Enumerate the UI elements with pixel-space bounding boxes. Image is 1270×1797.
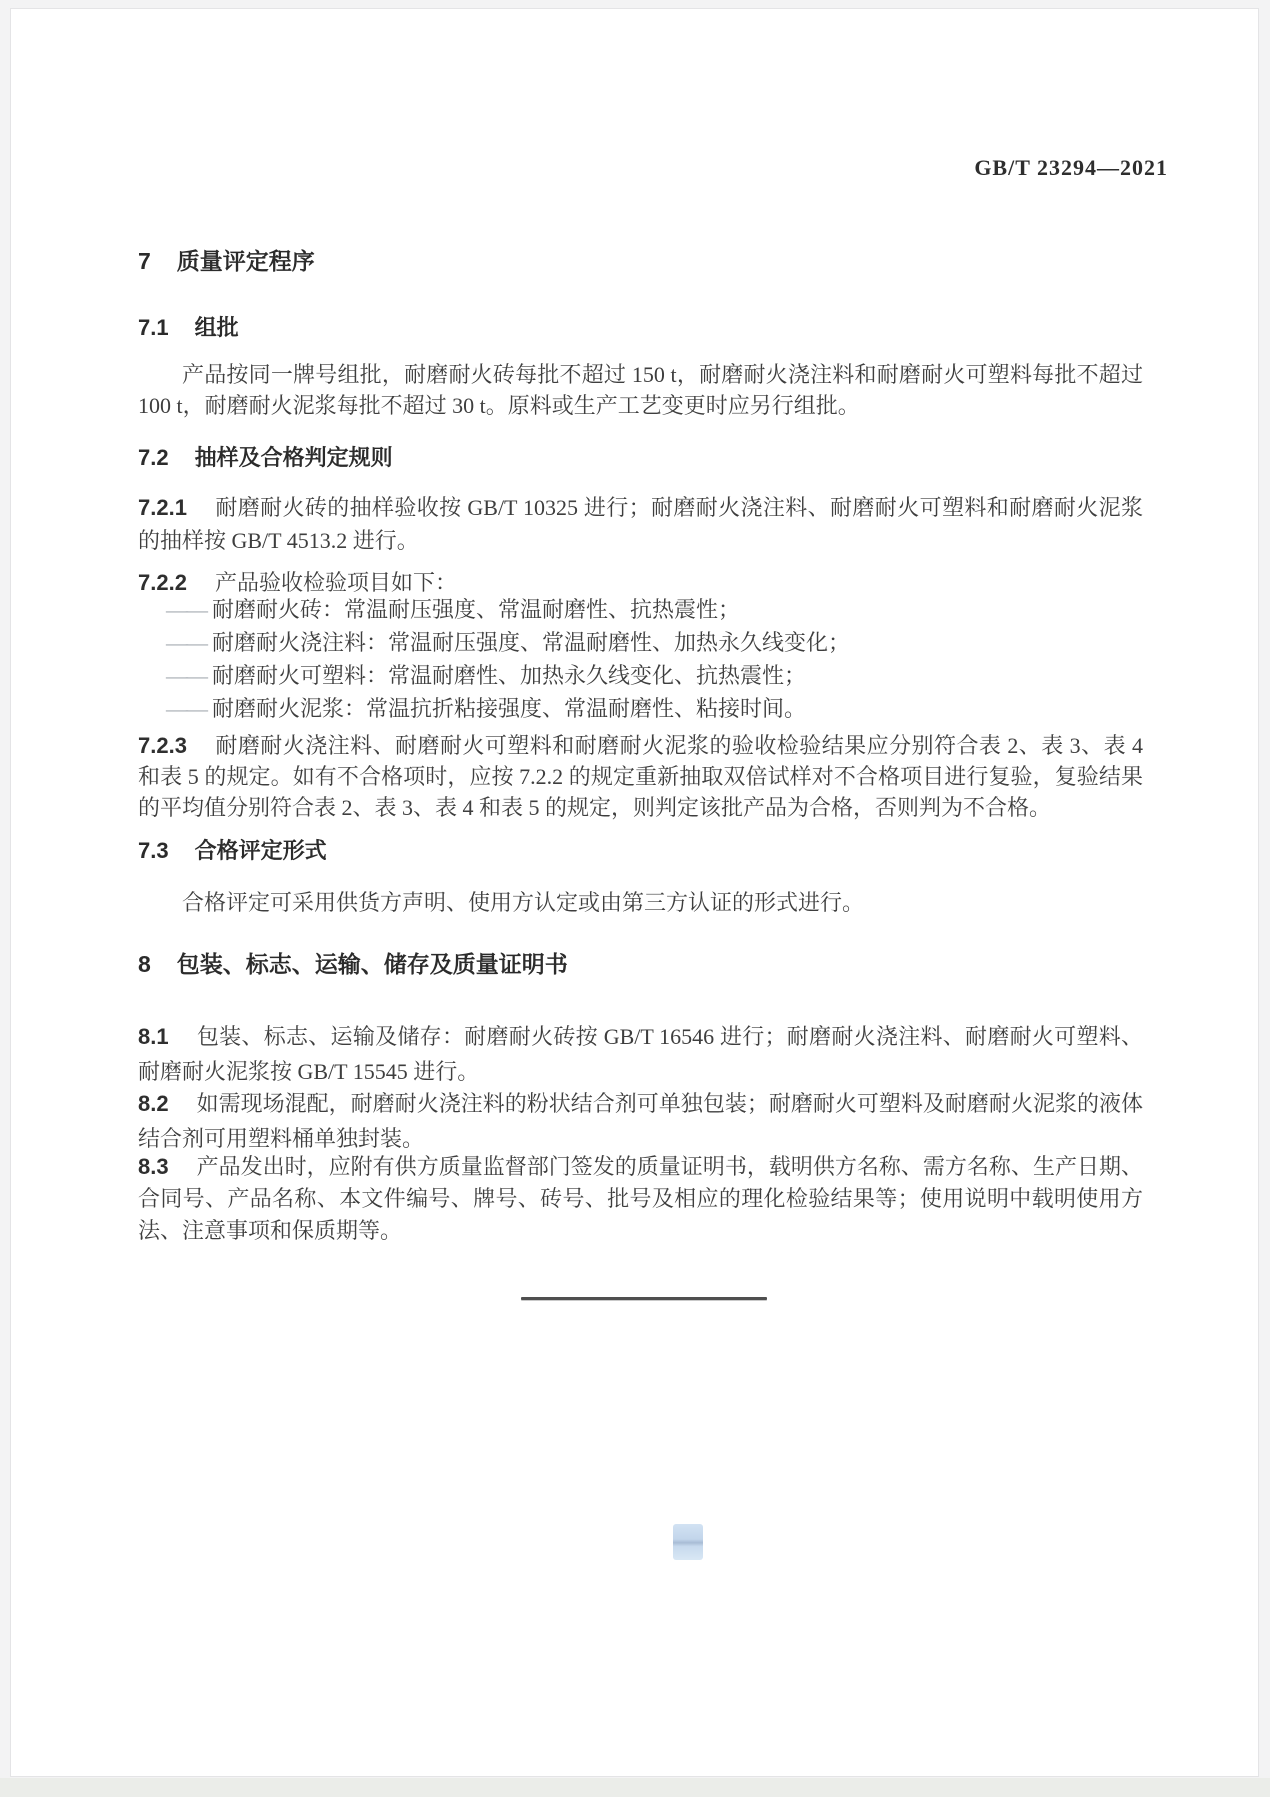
inspection-item-castable: [138, 626, 1143, 659]
clause-7-1-title: 组批: [194, 315, 239, 340]
clause-7-2-3-paragraph: [138, 730, 1143, 823]
inspection-item-brick: [138, 593, 1143, 626]
inspection-item-text: 耐磨耐火可塑料：常温耐磨性、加热永久线变化、抗热震性；: [212, 663, 807, 688]
clause-7-1-heading: [138, 314, 1143, 342]
section-7-heading: [138, 247, 1143, 275]
clause-8-1-number: 8.1: [138, 1024, 169, 1049]
dash-mark: ——: [166, 696, 206, 721]
clause-7-2-title: 抽样及合格判定规则: [194, 445, 393, 470]
clause-7-2-2-text: 产品验收检验项目如下：: [214, 570, 457, 595]
inspection-item-text: 耐磨耐火浇注料：常温耐压强度、常温耐磨性、加热永久线变化；: [212, 630, 851, 655]
clause-8-1-paragraph: [138, 1019, 1143, 1089]
inspection-item-text: 耐磨耐火砖：常温耐压强度、常温耐磨性、抗热震性；: [212, 597, 741, 622]
clause-7-1-number: 7.1: [138, 315, 169, 340]
section-8-title: 包装、标志、运输、储存及质量证明书: [176, 951, 568, 977]
dash-mark: ——: [166, 597, 206, 622]
clause-7-3-number: 7.3: [138, 838, 169, 863]
dash-mark: ——: [166, 663, 206, 688]
clause-7-2-3-text: 耐磨耐火浇注料、耐磨耐火可塑料和耐磨耐火泥浆的验收检验结果应分别符合表 2、表 3、表 4 和表 5 的规定。如有不合格项时，应按 7.2.2 的规定重新抽取双倍试样对不合格项目进行复验，复验结果的平均值分别符合表 2、表 3、表 4 和表 5 的规定，则判定该批产品为合格，否则判为不合格。: [138, 733, 1143, 820]
inspection-item-plastic: [138, 659, 1143, 692]
end-of-text-divider: [521, 1297, 767, 1300]
dash-mark: ——: [166, 630, 206, 655]
clause-7-2-1-paragraph: [138, 491, 1143, 557]
clause-7-2-number: 7.2: [138, 445, 169, 470]
inspection-item-text: 耐磨耐火泥浆：常温抗折粘接强度、常温耐磨性、粘接时间。: [212, 696, 807, 721]
clause-8-3-number: 8.3: [138, 1154, 169, 1179]
faint-blue-watermark-stamp: [673, 1524, 703, 1560]
clause-7-3-title: 合格评定形式: [194, 838, 327, 863]
document-page: [10, 8, 1259, 1777]
clause-8-2-text: 如需现场混配，耐磨耐火浇注料的粉状结合剂可单独包装；耐磨耐火可塑料及耐磨耐火泥浆的液体结合剂可用塑料桶单独封装。: [138, 1091, 1143, 1151]
clause-8-2-paragraph: [138, 1086, 1143, 1156]
clause-7-2-2-number: 7.2.2: [138, 570, 187, 595]
clause-7-2-heading: [138, 444, 1143, 472]
clause-7-2-1-number: 7.2.1: [138, 495, 187, 520]
clause-7-2-3-number: 7.2.3: [138, 733, 187, 758]
section-8-number: 8: [138, 951, 151, 977]
clause-8-2-number: 8.2: [138, 1091, 169, 1116]
inspection-item-mortar: [138, 692, 1143, 725]
standard-code: GB/T 23294—2021: [974, 155, 1168, 180]
section-7-title: 质量评定程序: [176, 248, 315, 274]
clause-8-1-text: 包装、标志、运输及储存：耐磨耐火砖按 GB/T 16546 进行；耐磨耐火浇注料、耐磨耐火可塑料、耐磨耐火泥浆按 GB/T 15545 进行。: [138, 1024, 1143, 1084]
scan-edge-shadow: [0, 1778, 1270, 1797]
inspection-item-list: [138, 593, 1143, 725]
clause-7-3-paragraph: 合格评定可采用供货方声明、使用方认定或由第三方认证的形式进行。: [182, 890, 865, 915]
section-8-heading: [138, 950, 1143, 978]
section-7-number: 7: [138, 248, 151, 274]
clause-7-2-1-text: 耐磨耐火砖的抽样验收按 GB/T 10325 进行；耐磨耐火浇注料、耐磨耐火可塑料和耐磨耐火泥浆的抽样按 GB/T 4513.2 进行。: [138, 495, 1143, 553]
clause-7-3-heading: [138, 837, 1143, 865]
clause-8-3-paragraph: [138, 1151, 1143, 1247]
clause-7-1-paragraph: 产品按同一牌号组批，耐磨耐火砖每批不超过 150 t，耐磨耐火浇注料和耐磨耐火可塑料每批不超过 100 t，耐磨耐火泥浆每批不超过 30 t。原料或生产工艺变更时应另行组批。: [138, 362, 1143, 418]
clause-8-3-text: 产品发出时，应附有供方质量监督部门签发的质量证明书，载明供方名称、需方名称、生产日期、合同号、产品名称、本文件编号、牌号、砖号、批号及相应的理化检验结果等；使用说明中载明使用方法、注意事项和保质期等。: [138, 1154, 1143, 1243]
